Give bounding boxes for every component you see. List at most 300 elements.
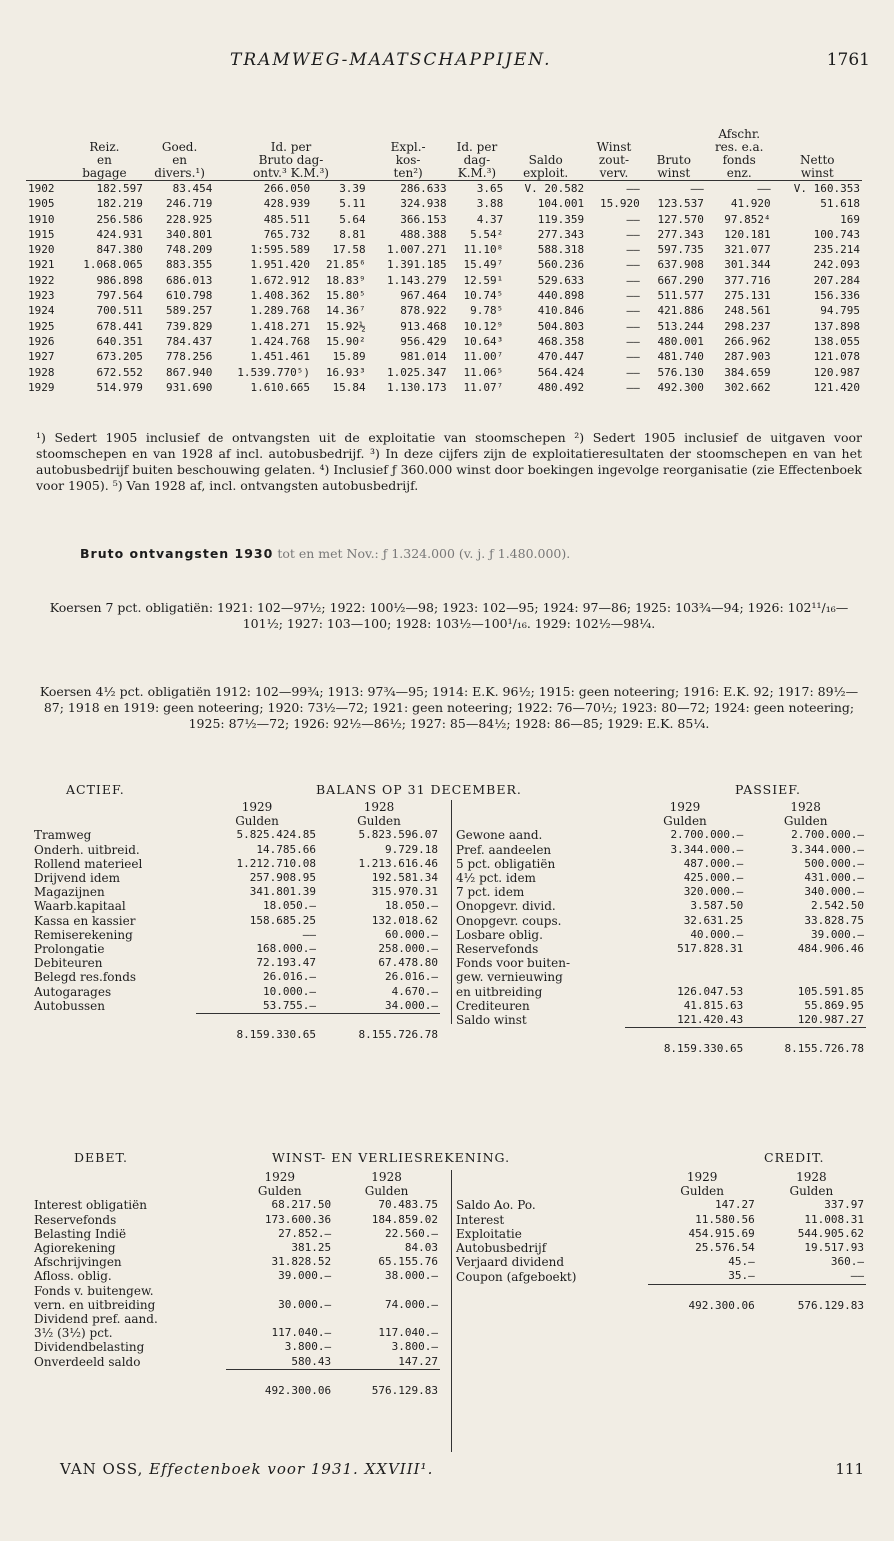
actief-unit: Gulden [357,814,401,829]
passief-year: 1928 [790,800,821,814]
actief-row [32,956,440,970]
debet-label: Afloss. oblig. [34,1269,112,1284]
actief-total-row [32,1014,440,1043]
passief-row [454,899,866,913]
stats-cell: 298.237 [724,319,771,333]
stats-cell: 156.336 [813,289,860,303]
actief-row [32,899,440,913]
stats-cell: —— [626,273,640,287]
actief-value-1928: 60.000.— [385,927,438,941]
stats-year: 1928 [28,365,55,379]
passief-table [454,800,866,1056]
debet-label: Agiorekening [34,1241,116,1256]
actief-blank [32,814,196,828]
stats-cell: 14.36⁷ [325,304,366,318]
passief-label: en uitbreiding [456,984,543,999]
debet-value-1929: 580.43 [291,1354,332,1368]
debet-title: DEBET. [74,1150,128,1165]
credit-value-1928: 360.— [830,1255,864,1269]
stats-cell: 986.898 [96,273,143,287]
stats-cell: 182.597 [96,182,143,195]
stats-row [26,319,862,334]
credit-label: Exploitatie [456,1226,522,1241]
stats-cell: 104.001 [537,197,585,211]
actief-label: Drijvend idem [34,871,121,886]
debet-value-1928: 147.27 [398,1354,438,1368]
stats-cell: 1.539.770⁵) [237,365,311,379]
credit-row [454,1198,866,1212]
stats-header-cell: Afschr. [718,127,761,141]
actief-row [32,970,440,984]
passief-value-1929: 425.000.— [683,871,744,885]
debet-row [32,1269,440,1283]
actief-unit-row [32,814,440,828]
debet-row [32,1284,440,1298]
stats-cell: 470.447 [537,350,585,364]
credit-label: Verjaard dividend [456,1255,564,1270]
actief-row [32,999,440,1014]
actief-value-1929: 53.755.— [263,998,317,1012]
actief-value-1929: 14.785.66 [256,842,317,856]
stats-cell: 480.492 [537,380,585,394]
debet-value-1928: 22.560.— [385,1226,438,1240]
debet-label: Fonds v. buitengew. [34,1283,154,1298]
passief-row [454,828,866,842]
stats-cell: 138.055 [813,334,860,348]
passief-value-1929 [625,970,746,984]
stats-header-row [26,167,862,181]
credit-row [454,1269,866,1284]
stats-cell: —— [626,334,640,348]
passief-blank [454,800,625,814]
stats-row [26,181,862,197]
stats-header-cell: verv. [586,167,642,181]
debet-row [32,1255,440,1269]
stats-year: 1902 [28,182,55,195]
actief-row [32,985,440,999]
passief-value-1929: 32.631.25 [683,913,744,927]
actief-total-1928: 8.155.726.78 [318,1014,440,1043]
stats-cell: 97.852⁴ [724,212,771,226]
stats-header-cell: Id. per [270,140,312,154]
footnotes: ¹) Sedert 1905 inclusief de ontvangsten uit de exploitatie van stoomschepen ²) Sedert 1905 inclusief de uitgaven voor stoomschepen en van 1928 af incl. autobusbedrijf. ³) In deze cijfers zijn de exploitatieresultaten der stoomschepen en van het autobusbedrijf buiten beschouwing gelaten. ⁴) Inclusief ƒ 360.000 winst door boekingen ingevolge reorganisatie (zie Effectenboek voor 1905). ⁵) Van 1928 af, incl. ontvangsten autobusbedrijf. [36,430,862,493]
stats-cell: 301.344 [724,258,771,272]
stats-cell: 480.001 [657,334,704,348]
credit-total-1929: 492.300.06 [648,1284,757,1313]
bruto-ontvangsten [80,546,570,561]
stats-cell: 589.257 [165,304,213,318]
debet-year-row [32,1170,440,1184]
credit-value-1929: 147.27 [715,1198,755,1212]
passief-row [454,942,866,956]
stats-header-cell: Expl.- [390,140,426,154]
credit-value-1928: 337.97 [824,1198,864,1212]
stats-row [26,212,862,227]
stats-row [26,257,862,272]
stats-cell: 981.014 [400,350,447,364]
bruto-text: tot en met Nov.: ƒ 1.324.000 (v. j. ƒ 1.480.000). [277,546,571,561]
stats-row [26,196,862,211]
passief-row [454,956,866,970]
stats-header-cell: bagage [64,167,145,181]
actief-label: Tramweg [34,828,92,843]
stats-header-cell: Saldo [528,153,563,167]
passief-row [454,970,866,984]
stats-cell: 17.58 [332,243,366,257]
stats-cell: 421.886 [657,304,704,318]
stats-cell: 121.078 [813,350,860,364]
debet-label: Interest obligatiën [34,1198,147,1213]
stats-cell: 15.92½ [325,319,366,333]
debet-value-1928 [333,1312,440,1326]
stats-header-cell [26,128,64,141]
bruto-label: Bruto ontvangsten 1930 [80,546,274,561]
stats-cell: —— [626,182,640,195]
stats-header-cell: Goed. [161,140,198,154]
credit-blank [454,1184,648,1198]
actief-label: Belegd res.fonds [34,970,137,985]
debet-value-1929: 30.000.— [278,1297,332,1311]
stats-cell: 302.662 [724,380,771,394]
stats-cell: 207.284 [813,273,860,287]
actief-row [32,843,440,857]
stats-cell: 678.441 [96,319,143,333]
debet-value-1929: 173.600.36 [264,1212,332,1226]
stats-cell: V. 20.582 [524,182,585,195]
passief-label: Pref. aandeelen [456,842,552,857]
stats-header-cell: zout- [598,153,630,167]
stats-cell: 8.81 [339,227,366,241]
stats-cell: 121.420 [813,380,860,394]
actief-value-1928: 67.478.80 [378,956,438,970]
stats-cell: 10.74⁵ [463,289,504,303]
footer-author: VAN OSS, [60,1460,144,1478]
passief-row [454,871,866,885]
credit-unit: Gulden [789,1184,834,1199]
stats-header-cell: K.M.³) [449,167,506,181]
stats-cell: 488.388 [400,227,447,241]
stats-cell: 10.64³ [463,334,504,348]
stats-cell: 15.84 [332,380,366,394]
stats-cell: 11.06⁵ [463,365,504,379]
actief-row [32,942,440,956]
passief-row [454,928,866,942]
debet-total-row [32,1369,440,1398]
stats-year: 1926 [28,334,55,348]
debet-year: 1929 [264,1170,296,1184]
stats-cell: 1.391.185 [386,258,447,272]
debet-label: 3½ (3½) pct. [34,1326,113,1341]
stats-row [26,273,862,288]
stats-cell: 275.131 [724,289,771,303]
stats-cell: 266.962 [724,334,771,348]
passief-row [454,885,866,899]
passief-total-row [454,1028,866,1057]
actief-value-1929: 1.212.710.08 [236,856,317,870]
passief-value-1928: 105.591.85 [797,984,864,998]
actief-value-1928: 18.050.— [385,899,438,913]
actief-value-1929: 10.000.— [263,984,317,998]
stats-year: 1910 [28,212,55,226]
passief-value-1928: 55.869.95 [804,998,864,1012]
passief-label: Losbare oblig. [456,927,543,942]
stats-row [26,288,862,303]
stats-cell: 560.236 [537,258,585,272]
stats-cell: 235.214 [813,243,860,257]
footer-citation [60,1460,433,1478]
stats-row [26,349,862,364]
actief-unit: Gulden [235,814,279,829]
passief-label: Fonds voor buiten- [456,956,571,971]
credit-unit-row [454,1184,866,1198]
stats-cell: 21.85⁶ [325,258,366,272]
passief-total-1929: 8.159.330.65 [625,1028,746,1057]
debet-value-1929: 27.852.— [278,1226,332,1240]
stats-cell: —— [757,182,771,195]
stats-cell: 11.00⁷ [463,350,504,364]
passief-blank [454,1028,625,1057]
stats-cell: 700.511 [96,304,143,318]
actief-value-1928: 315.970.31 [371,885,438,899]
actief-label: Waarb.kapitaal [34,899,126,914]
debet-value-1928: 3.800.— [391,1340,438,1354]
passief-title: PASSIEF. [735,782,801,797]
stats-cell: 784.437 [165,334,213,348]
passief-value-1928: 39.000.— [811,927,864,941]
stats-cell: 867.940 [165,365,213,379]
stats-cell: 5.64 [339,212,366,226]
debet-value-1929: 117.040.— [271,1326,332,1340]
actief-total-1929: 8.159.330.65 [196,1014,318,1043]
stats-header-cell: enz. [706,167,773,181]
stats-cell: 1.025.347 [386,365,447,379]
stats-cell: 377.716 [724,273,771,287]
stats-cell: 5.54² [470,227,504,241]
stats-header-cell: divers.¹) [145,167,214,181]
stats-cell: 686.013 [165,273,213,287]
passief-row [454,914,866,928]
stats-header-cell: Reiz. [89,140,120,154]
passief-row [454,999,866,1013]
actief-value-1928: 9.729.18 [385,842,438,856]
debet-value-1928: 70.483.75 [378,1198,438,1212]
passief-label: 4½ pct. idem [456,871,536,886]
actief-value-1929: 168.000.— [256,942,317,956]
debet-value-1929 [226,1284,333,1298]
debet-unit: Gulden [257,1184,302,1199]
credit-value-1928: 11.008.31 [804,1212,864,1226]
stats-cell: 1.289.768 [250,304,311,318]
stats-header-cell: dag- [463,153,491,167]
stats-header-cell: Bruto [656,153,691,167]
passief-value-1928: 2.542.50 [811,899,864,913]
stats-cell: 597.735 [657,243,704,257]
passief-value-1928: 340.000.— [804,885,864,899]
stats-year: 1924 [28,304,55,318]
credit-value-1929: 35.— [728,1269,755,1283]
debet-label: Dividendbelasting [34,1340,145,1355]
stats-cell: 4.37 [476,212,504,226]
debet-blank [32,1170,226,1184]
stats-cell: 41.920 [730,197,771,211]
stats-cell: —— [626,212,640,226]
debet-unit: Gulden [364,1184,409,1199]
debet-value-1929: 3.800.— [284,1340,332,1354]
passief-unit-row [454,814,866,828]
passief-value-1928: 33.828.75 [804,913,864,927]
credit-row [454,1255,866,1269]
credit-label: Autobusbedrijf [456,1241,547,1256]
stats-cell: 847.380 [96,243,143,257]
stats-header-cell [26,154,64,167]
credit-unit: Gulden [680,1184,724,1199]
debet-label: Belasting Indië [34,1226,127,1241]
credit-value-1928: —— [850,1269,864,1283]
stats-row [26,334,862,349]
actief-value-1929: 257.908.95 [249,871,317,885]
stats-cell: 340.801 [165,227,213,241]
debet-row [32,1227,440,1241]
wv-title: WINST- EN VERLIESREKENING. [272,1150,511,1165]
stats-cell: 878.922 [400,304,447,318]
debet-total-1929: 492.300.06 [226,1369,333,1398]
credit-row [454,1241,866,1255]
stats-cell: 576.130 [657,365,704,379]
credit-label: Saldo Ao. Po. [456,1198,536,1213]
stats-cell: 384.659 [724,365,771,379]
stats-cell: 15.49⁷ [463,258,504,272]
stats-cell: 640.351 [96,334,143,348]
stats-year: 1920 [28,243,55,257]
stats-cell: 246.719 [165,197,213,211]
stats-cell: 287.903 [724,350,771,364]
debet-value-1928: 117.040.— [378,1326,438,1340]
credit-label: Interest [456,1212,505,1227]
stats-cell: 286.633 [400,182,447,195]
actief-row [32,871,440,885]
stats-cell: —— [626,380,640,394]
actief-value-1928: 1.213.616.46 [358,856,438,870]
stats-cell: 10.12⁹ [463,319,504,333]
stats-cell: 1.130.173 [386,380,447,394]
debet-blank [32,1184,226,1198]
stats-cell: 564.424 [537,365,585,379]
passief-label: Onopgevr. coups. [456,913,562,928]
stats-header-cell [26,141,64,154]
stats-cell: —— [626,319,640,333]
passief-value-1929: 41.815.63 [683,998,744,1012]
stats-cell: 956.429 [400,334,447,348]
stats-cell: 3.65 [476,182,504,195]
actief-blank [32,800,196,814]
stats-header-cell: winst [642,167,706,181]
stats-cell: 424.931 [96,227,143,241]
actief-label: Prolongatie [34,942,105,957]
stats-cell: 12.59¹ [463,273,504,287]
stats-header-cell [505,128,586,141]
stats-cell: 481.740 [657,350,704,364]
running-header [0,50,894,80]
stats-cell: 765.732 [263,227,311,241]
stats-year: 1925 [28,319,55,333]
actief-value-1929: 5.825.424.85 [236,828,317,842]
stats-row [26,380,862,395]
wv-divider [451,1170,452,1452]
stats-cell: 748.209 [165,243,213,257]
stats-cell: 797.564 [96,289,143,303]
passief-label: Reservefonds [456,942,539,957]
stats-header-cell [773,128,862,141]
stats-cell: 120.181 [724,227,771,241]
stats-cell: 366.153 [400,212,447,226]
credit-title: CREDIT. [764,1150,825,1165]
stats-cell: —— [626,258,640,272]
stats-cell: 3.88 [476,197,504,211]
actief-label: Rollend materieel [34,856,143,871]
actief-value-1928: 192.581.34 [371,871,438,885]
debet-value-1928: 65.155.76 [378,1255,438,1269]
stats-year: 1923 [28,289,55,303]
stats-cell: —— [690,182,704,195]
passief-value-1929: 2.700.000.— [670,828,744,842]
passief-label: Crediteuren [456,998,530,1013]
stats-header-cell: ten²) [368,167,449,181]
actief-value-1929: 341.801.39 [249,885,317,899]
stats-cell: V. 160.353 [793,182,860,195]
passief-blank [454,814,625,828]
stats-cell: 513.244 [657,319,704,333]
credit-blank [454,1284,648,1313]
actief-value-1928: 132.018.62 [371,913,438,927]
credit-value-1928: 544.905.62 [797,1226,864,1240]
debet-value-1929 [226,1312,333,1326]
passief-value-1929 [625,956,746,970]
stats-cell: 1.424.768 [250,334,311,348]
stats-cell: —— [626,227,640,241]
passief-value-1928: 500.000.— [804,856,864,870]
credit-blank [454,1170,648,1184]
actief-table [32,800,440,1042]
credit-value-1929: 25.576.54 [695,1241,755,1255]
actief-value-1929: 158.685.25 [249,913,317,927]
actief-year: 1928 [363,800,395,814]
debet-label: Reservefonds [34,1212,117,1227]
passief-value-1928 [745,956,866,970]
credit-row [454,1227,866,1241]
actief-blank [32,1014,196,1043]
stats-cell: 228.925 [165,212,213,226]
stats-header-cell [26,167,64,181]
stats-cell: 127.570 [657,212,704,226]
stats-cell: 119.359 [537,212,585,226]
passief-row [454,843,866,857]
passief-label: Saldo winst [456,1013,527,1028]
credit-value-1928: 19.517.93 [804,1241,864,1255]
stats-header-cell [642,128,706,141]
stats-cell: 321.077 [724,243,771,257]
debet-year: 1928 [371,1170,402,1184]
stats-cell: 739.829 [165,319,213,333]
debet-unit-row [32,1184,440,1198]
actief-value-1929: —— [302,927,317,941]
debet-value-1929: 39.000.— [278,1269,332,1283]
stats-row [26,242,862,257]
statistics-table [26,128,862,395]
debet-value-1928: 74.000.— [385,1297,438,1311]
passief-year-row [454,800,866,814]
passief-value-1929: 3.344.000.— [670,842,744,856]
stats-cell: —— [626,289,640,303]
